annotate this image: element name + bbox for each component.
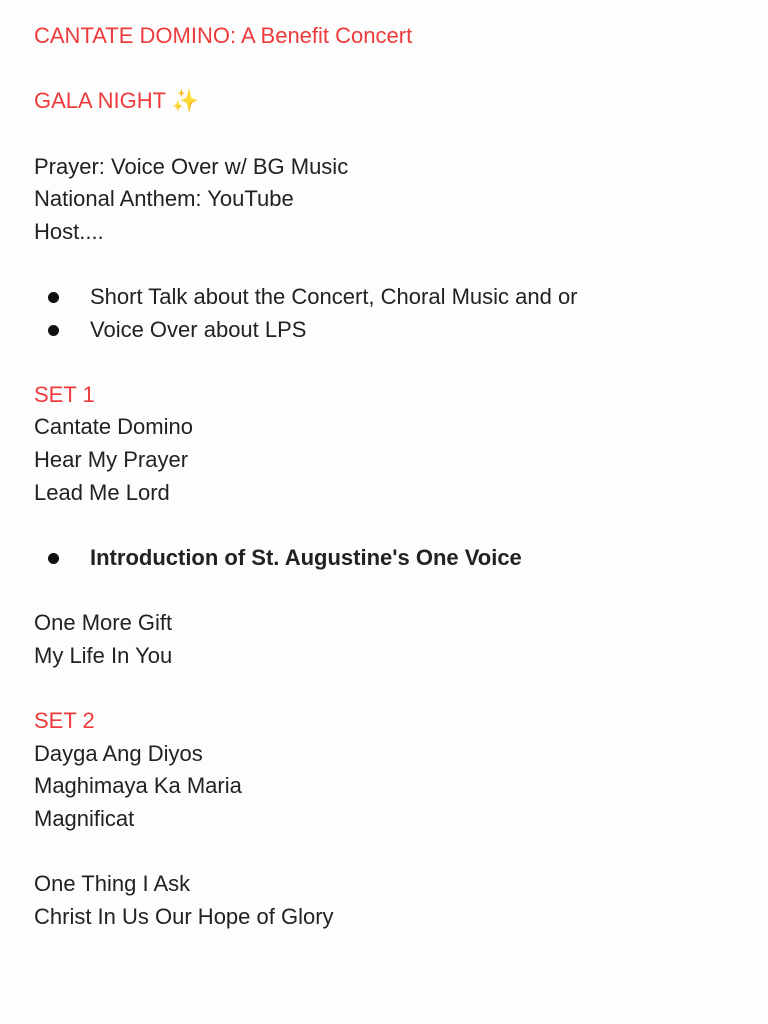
program-item-anthem: National Anthem: YouTube: [34, 186, 294, 211]
song-item: One Thing I Ask: [34, 871, 191, 896]
bullet-icon: [48, 292, 59, 303]
bullet-icon: [48, 325, 59, 336]
bullet-text: Short Talk about the Concert, Choral Music and or: [90, 284, 578, 309]
song-item: Lead Me Lord: [34, 480, 170, 505]
bullet-list-item: [48, 316, 306, 344]
song-item: My Life In You: [34, 643, 173, 668]
bullet-icon: [48, 553, 59, 564]
set-1-heading: SET 1: [34, 382, 95, 407]
document-subtitle: GALA NIGHT ✨: [34, 88, 200, 113]
document-title: CANTATE DOMINO: A Benefit Concert: [34, 23, 413, 48]
program-item-prayer: Prayer: Voice Over w/ BG Music: [34, 154, 349, 179]
program-item-host: Host....: [34, 219, 104, 244]
song-item: One More Gift: [34, 610, 173, 635]
song-item: Magnificat: [34, 806, 135, 831]
bullet-text-intro: Introduction of St. Augustine's One Voice: [90, 545, 522, 570]
set-2-heading: SET 2: [34, 708, 95, 733]
song-item: Dayga Ang Diyos: [34, 741, 203, 766]
song-item: Maghimaya Ka Maria: [34, 773, 242, 798]
bullet-text: Voice Over about LPS: [90, 317, 307, 342]
bullet-list-item: [48, 283, 578, 311]
song-item: Cantate Domino: [34, 414, 193, 439]
song-item: Hear My Prayer: [34, 447, 189, 472]
bullet-list-item: [48, 544, 522, 572]
song-item: Christ In Us Our Hope of Glory: [34, 904, 334, 929]
